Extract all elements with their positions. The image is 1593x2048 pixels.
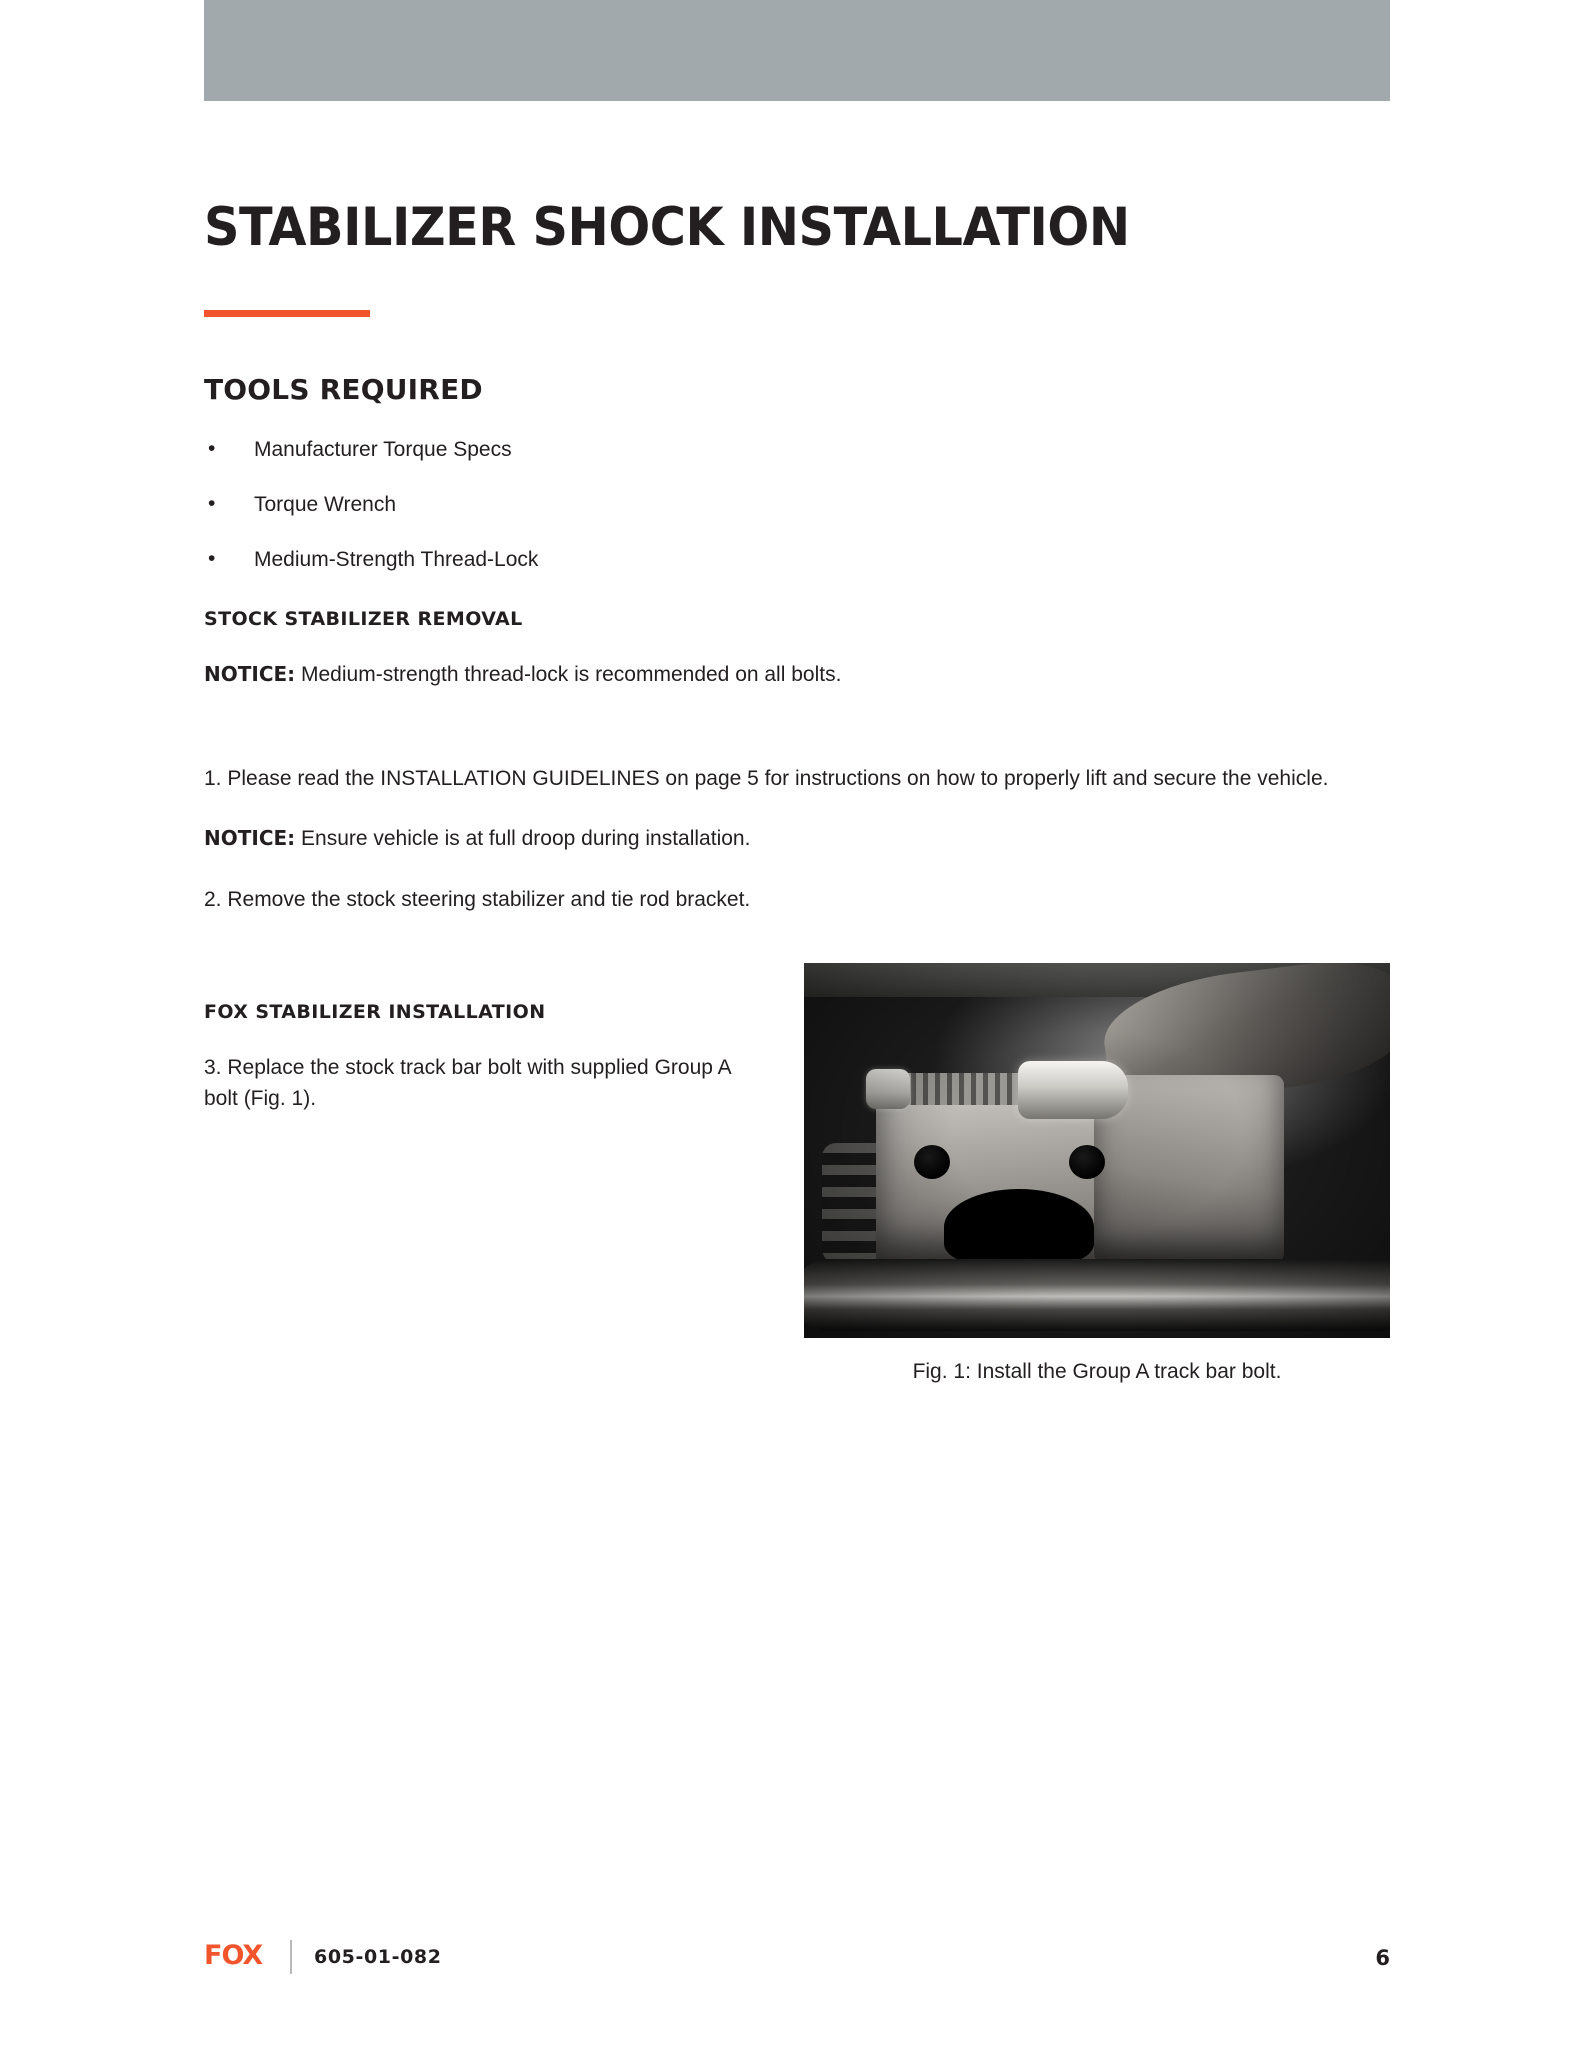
fox-stabilizer-installation-heading: FOX STABILIZER INSTALLATION <box>204 1001 546 1024</box>
tool-label: Medium-Strength Thread-Lock <box>254 548 539 572</box>
step-1-text: 1. Please read the INSTALLATION GUIDELINES on page 5 for instructions on how to properly lift and secure the vehicle. <box>204 766 1329 790</box>
photo-vignette <box>804 963 1390 1338</box>
list-item <box>204 546 1390 573</box>
page-content <box>204 197 1390 1421</box>
installation-figure-row <box>204 1001 1390 1421</box>
notice-text: Ensure vehicle is at full droop during installation. <box>295 827 751 851</box>
fox-logo: FOX <box>204 1940 263 1971</box>
tools-required-list <box>204 436 1390 574</box>
tool-label: Torque Wrench <box>254 492 397 516</box>
list-item <box>204 436 1390 463</box>
bullet-icon: • <box>208 491 216 515</box>
step-3-text: 3. Replace the stock track bar bolt with supplied Group A bolt (Fig. 1). <box>204 1056 731 1110</box>
accent-rule <box>204 310 370 317</box>
figure-1-caption: Fig. 1: Install the Group A track bar bolt. <box>912 1360 1282 1384</box>
figure-1-container <box>804 963 1390 1384</box>
page-title: STABILIZER SHOCK INSTALLATION <box>204 197 1130 258</box>
notice-label: NOTICE: <box>204 661 296 686</box>
notice-text: Medium-strength thread-lock is recommended on all bolts. <box>295 662 842 686</box>
figure-1-photo <box>804 963 1390 1338</box>
bullet-icon: • <box>208 436 216 460</box>
stock-stabilizer-removal-heading: STOCK STABILIZER REMOVAL <box>204 607 523 630</box>
page-number: 6 <box>1375 1946 1390 1970</box>
page-footer <box>204 1940 1390 1976</box>
notice-thread-lock <box>204 660 1390 690</box>
tools-required-heading: TOOLS REQUIRED <box>204 372 483 406</box>
installation-text-column <box>204 1001 764 1114</box>
list-item <box>204 491 1390 518</box>
notice-full-droop <box>204 824 1390 854</box>
header-banner <box>204 0 1390 101</box>
bullet-icon: • <box>208 547 216 571</box>
step-2-text: 2. Remove the stock steering stabilizer and tie rod bracket. <box>204 887 751 911</box>
notice-label: NOTICE: <box>204 826 296 851</box>
tool-label: Manufacturer Torque Specs <box>254 437 512 461</box>
footer-divider <box>290 1940 292 1974</box>
part-number: 605-01-082 <box>314 1946 442 1968</box>
